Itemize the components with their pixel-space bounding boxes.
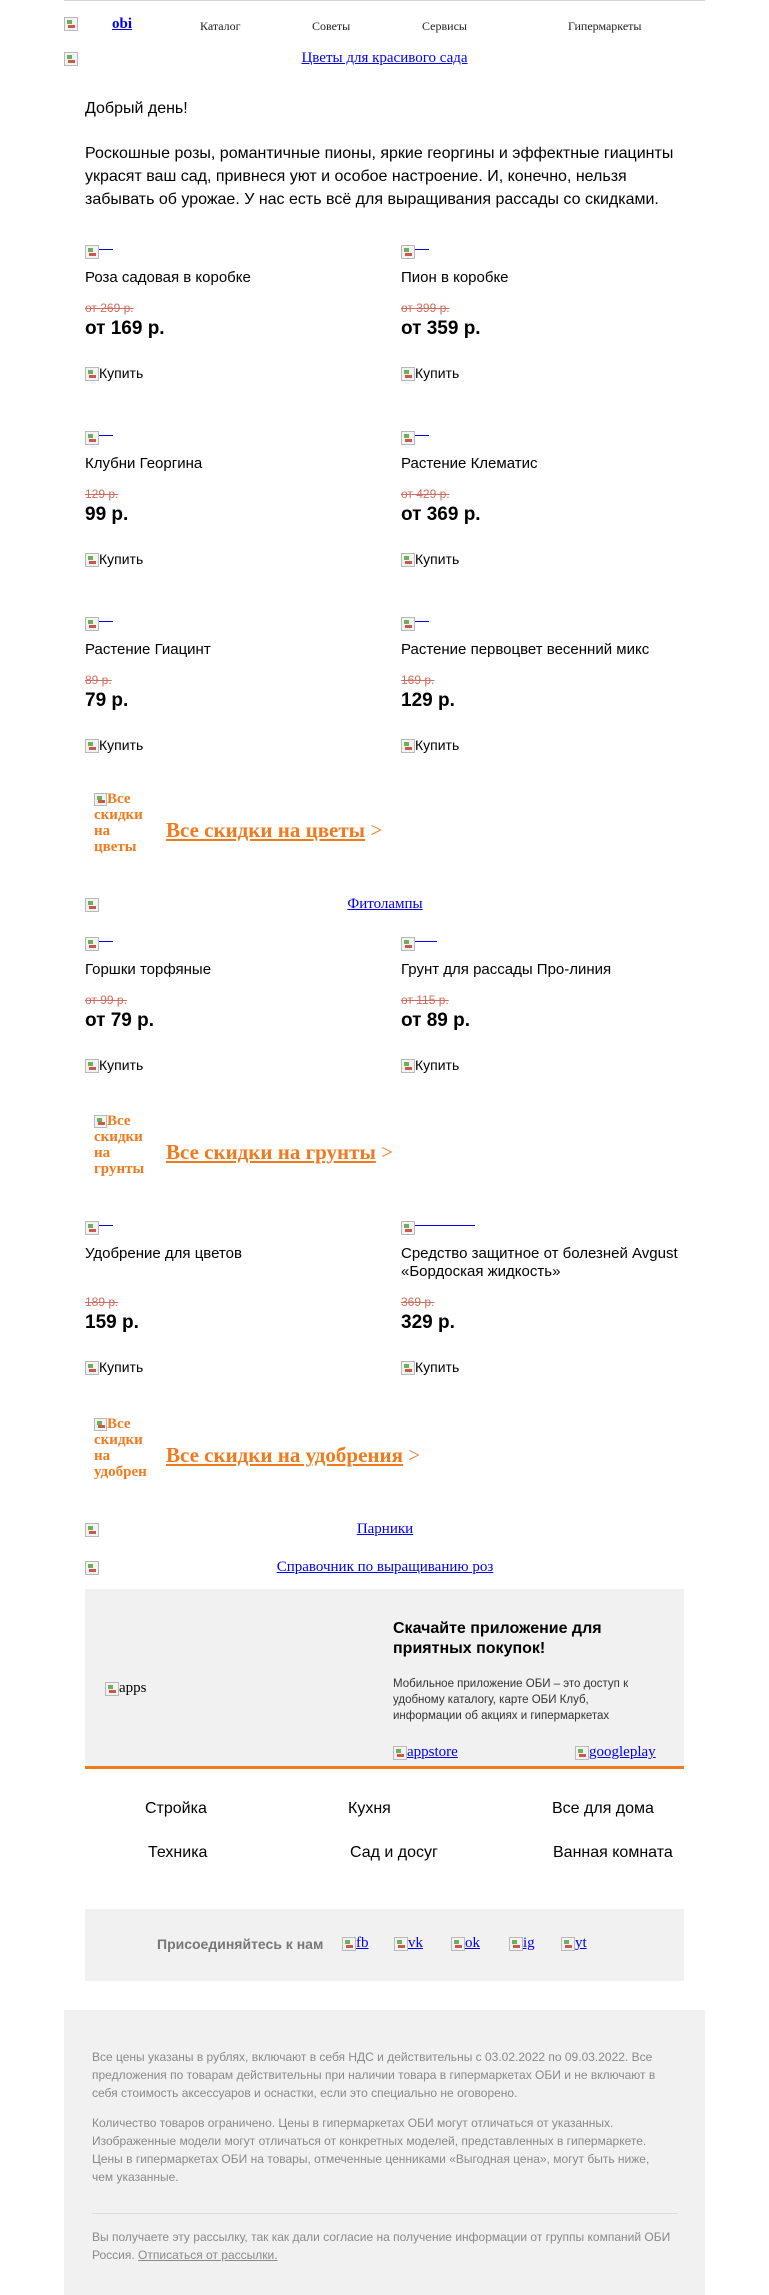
all-discounts-flowers[interactable] xyxy=(94,791,494,871)
phytolamps-banner[interactable] xyxy=(85,896,685,916)
category-link[interactable]: Кухня xyxy=(348,1800,391,1817)
cart-icon xyxy=(401,553,415,567)
category-link[interactable]: Стройка xyxy=(145,1800,207,1817)
footer-consent: Вы получаете эту рассылку, так как дали согласие на получение информации от группы компаний ОБИ Россия. Отписаться от рассылки. xyxy=(92,2230,671,2262)
product-card xyxy=(85,243,385,381)
banner-alt-text[interactable]: Цветы для красивого сада xyxy=(301,50,468,66)
cta-link[interactable]: Все скидки на цветы xyxy=(166,818,366,842)
product-name: Растение Клематис xyxy=(401,455,538,472)
greenhouses-link[interactable]: Парники xyxy=(356,1521,414,1537)
brand-link[interactable]: obi xyxy=(112,16,133,32)
old-price: от 399 р. xyxy=(401,301,450,315)
cart-icon xyxy=(85,553,99,567)
product-name: Клубни Георгина xyxy=(85,455,203,472)
cta-link[interactable]: Все скидки на удобрения xyxy=(166,1443,403,1467)
category-link[interactable]: Сад и досуг xyxy=(350,1844,438,1861)
product-name: Пион в коробке xyxy=(401,269,509,286)
old-price: 129 р. xyxy=(85,487,119,501)
category-link[interactable]: Техника xyxy=(148,1844,208,1861)
nav-catalog[interactable]: Каталог xyxy=(200,19,241,33)
buy-button[interactable]: Купить xyxy=(401,551,701,567)
product-name: Роза садовая в коробке xyxy=(85,269,251,286)
appstore-icon xyxy=(393,1746,407,1760)
footer-limited-note: Количество товаров ограничено. Цены в гипермаркетах ОБИ могут отличаться от указанных. Изображенные модели могут отличаться от конкретных моделей, представленных в гипермаркете. Цены в гипермаркетах ОБИ на товары, отмеченные ценниками «Выгодная цена», могут быть ниже, чем указанные. xyxy=(92,2116,650,2184)
product-image[interactable] xyxy=(401,431,415,445)
greeting: Добрый день! xyxy=(85,100,188,117)
product-card xyxy=(85,1219,385,1375)
product-image[interactable] xyxy=(85,431,99,445)
product-card xyxy=(85,615,385,753)
product-name: Растение Гиацинт xyxy=(85,641,211,658)
facebook-icon[interactable]: fb xyxy=(342,1935,369,1952)
buy-button[interactable]: Купить xyxy=(401,737,701,753)
product-image[interactable] xyxy=(401,617,415,631)
roses-guide-link[interactable]: Справочник по выращиванию роз xyxy=(276,1559,494,1575)
old-price: 89 р. xyxy=(85,673,112,687)
new-price: 99 р. xyxy=(85,504,129,525)
old-price: от 429 р. xyxy=(401,487,450,501)
new-price: 79 р. xyxy=(85,690,129,711)
cart-icon xyxy=(401,1059,415,1073)
category-link[interactable]: Все для дома xyxy=(552,1800,654,1817)
product-card xyxy=(85,935,385,1073)
product-card xyxy=(401,615,701,753)
buy-button[interactable]: Купить xyxy=(401,365,701,381)
header xyxy=(64,17,705,37)
old-price: 169 р. xyxy=(401,673,435,687)
new-price: 159 р. xyxy=(85,1312,139,1333)
instagram-icon[interactable]: ig xyxy=(509,1935,535,1952)
new-price: от 79 р. xyxy=(85,1010,155,1031)
buy-button[interactable]: Купить xyxy=(85,365,385,381)
product-image[interactable] xyxy=(401,937,415,951)
product-card xyxy=(85,429,385,567)
vk-icon[interactable]: vk xyxy=(394,1935,423,1952)
nav-hypermarkets[interactable]: Гипермаркеты xyxy=(568,19,642,33)
cart-icon xyxy=(401,739,415,753)
arrow-icon: > xyxy=(408,1443,421,1467)
nav-services[interactable]: Сервисы xyxy=(422,19,467,33)
googleplay-icon xyxy=(575,1746,589,1760)
product-image[interactable] xyxy=(401,1221,415,1235)
product-card xyxy=(401,429,701,567)
old-price: от 99 р. xyxy=(85,993,127,1007)
app-description: Мобильное приложение ОБИ – это доступ к удобному каталогу, карте ОБИ Клуб, информации об акциях и гипермаркетах xyxy=(393,1678,629,1722)
cart-icon xyxy=(85,739,99,753)
old-price: 189 р. xyxy=(85,1295,119,1309)
cta-link[interactable]: Все скидки на грунты xyxy=(166,1140,376,1164)
product-name: Средство защитное от болезней Avgust «Бордоская жидкость» xyxy=(401,1245,678,1280)
category-link[interactable]: Ванная комната xyxy=(553,1844,673,1861)
product-image[interactable] xyxy=(85,1221,99,1235)
category-links-row-1 xyxy=(85,1800,684,1822)
nav-tips[interactable]: Советы xyxy=(312,19,351,33)
product-name: Удобрение для цветов xyxy=(85,1245,242,1262)
new-price: от 169 р. xyxy=(85,318,165,339)
youtube-icon[interactable]: yt xyxy=(561,1935,587,1952)
buy-button[interactable]: Купить xyxy=(401,1359,691,1375)
product-image-link[interactable] xyxy=(411,1219,475,1226)
product-image[interactable] xyxy=(85,937,99,951)
cta-image: Все скидки на грунты xyxy=(94,1113,145,1177)
new-price: от 89 р. xyxy=(401,1010,471,1031)
footer-divider xyxy=(92,2213,677,2214)
cart-icon xyxy=(85,367,99,381)
googleplay-button[interactable]: googleplay xyxy=(575,1744,656,1761)
all-discounts-soils[interactable] xyxy=(94,1113,494,1193)
footer xyxy=(64,2010,705,2295)
new-price: 329 р. xyxy=(401,1312,455,1333)
greenhouses-banner[interactable] xyxy=(85,1521,685,1541)
product-name: Горшки торфяные xyxy=(85,961,212,978)
product-image[interactable] xyxy=(85,617,99,631)
product-image[interactable] xyxy=(85,245,99,259)
old-price: от 115 р. xyxy=(401,993,449,1007)
footer-prices-note: Все цены указаны в рублях, включают в себя НДС и действительны с 03.02.2022 по 09.03.2022. Все предложения по товарам действительны при наличии товара в гипермаркетах ОБИ и не включают в себя стоимость аксессуаров и оснастки, если это специально не оговорено. xyxy=(92,2050,656,2100)
new-price: от 369 р. xyxy=(401,504,481,525)
product-card xyxy=(401,935,701,1073)
new-price: от 359 р. xyxy=(401,318,481,339)
arrow-icon: > xyxy=(370,818,383,842)
product-card xyxy=(401,243,701,381)
product-card xyxy=(401,1219,691,1375)
cart-icon xyxy=(401,1361,415,1375)
buy-button[interactable]: Купить xyxy=(85,551,385,567)
buy-button[interactable]: Купить xyxy=(401,1057,701,1073)
cart-icon xyxy=(401,367,415,381)
cart-icon xyxy=(85,1059,99,1073)
product-name: Грунт для рассады Про-линия xyxy=(401,961,612,978)
cta-image: Все скидки на цветы xyxy=(94,791,143,855)
arrow-icon: > xyxy=(381,1140,393,1164)
hero-banner[interactable] xyxy=(64,50,705,70)
cta-image: Все скидки на удобрен xyxy=(94,1416,147,1480)
top-divider xyxy=(64,0,705,1)
product-name: Растение первоцвет весенний микс xyxy=(401,641,650,658)
product-image[interactable] xyxy=(401,245,415,259)
new-price: 129 р. xyxy=(401,690,455,711)
category-links-row-2 xyxy=(85,1844,684,1866)
old-price: от 269 р. xyxy=(85,301,134,315)
all-discounts-fertilizers[interactable] xyxy=(94,1416,494,1496)
unsubscribe-link[interactable]: Отписаться от рассылки. xyxy=(138,2248,278,2262)
app-image: apps xyxy=(105,1680,147,1697)
cart-icon xyxy=(85,1361,99,1375)
buy-button[interactable]: Купить xyxy=(85,1359,385,1375)
app-title: Скачайте приложение для приятных покупок! xyxy=(393,1620,602,1657)
phytolamps-link[interactable]: Фитолампы xyxy=(347,896,423,912)
buy-button[interactable]: Купить xyxy=(85,737,385,753)
appstore-button[interactable]: appstore xyxy=(393,1744,458,1761)
buy-button[interactable]: Купить xyxy=(85,1057,385,1073)
social-block xyxy=(85,1909,684,1981)
intro-text: Роскошные розы, романтичные пионы, яркие георгины и эффектные гиацинты украсят ваш сад, привнеся уют и особое настроение. И, конечно, нельзя забывать об урожае. У нас есть всё для выращивания рассады со скидками. xyxy=(85,145,674,208)
social-label: Присоединяйтесь к нам xyxy=(157,1936,324,1952)
logo-image[interactable] xyxy=(64,17,78,31)
app-promo xyxy=(85,1589,684,1769)
old-price: 369 р. xyxy=(401,1295,435,1309)
ok-icon[interactable]: ok xyxy=(451,1935,480,1952)
roses-guide-banner[interactable] xyxy=(85,1559,685,1579)
